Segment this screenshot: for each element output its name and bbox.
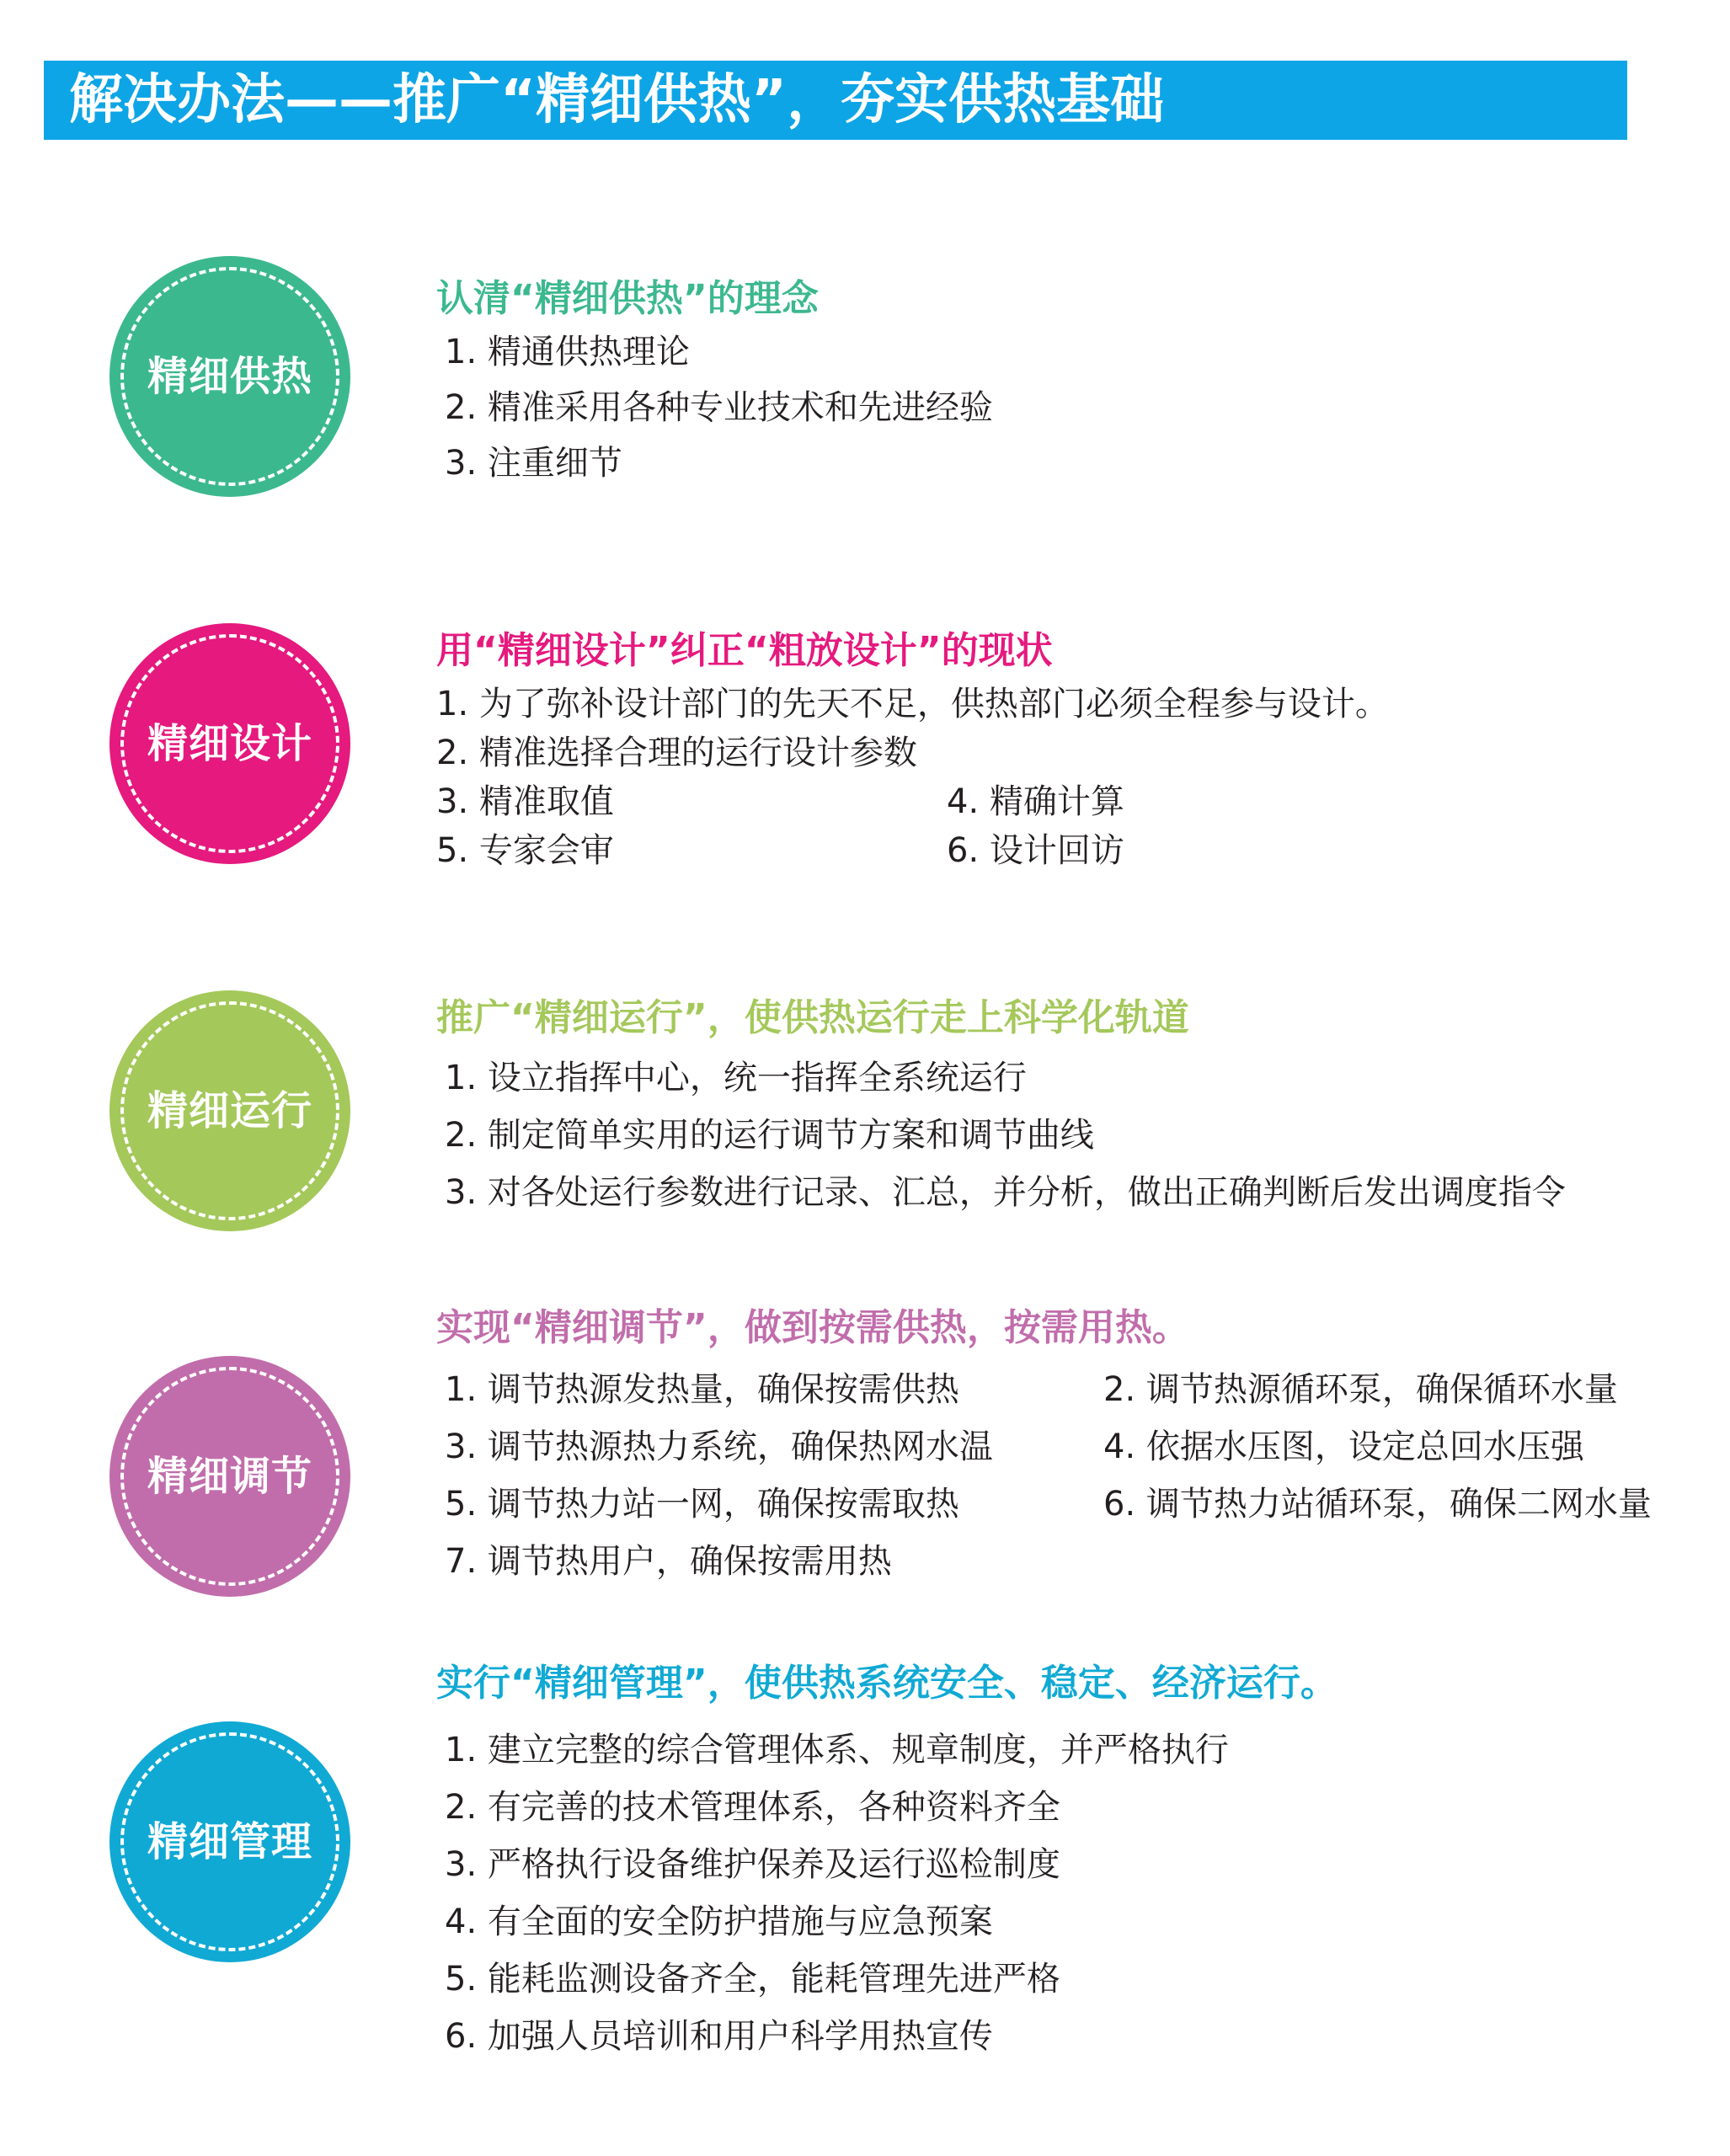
list-item: 6. 加强人员培训和用户科学用热宣传 xyxy=(445,2017,993,2056)
list-item: 2. 制定简单实用的运行调节方案和调节曲线 xyxy=(445,1116,1094,1155)
page-title: 解决办法——推广“精细供热”，夯实供热基础 xyxy=(69,69,1165,131)
list-item: 1. 为了弥补设计部门的先天不足，供热部门必须全程参与设计。 xyxy=(436,685,1389,723)
list-item: 7. 调节热用户，确保按需用热 xyxy=(445,1542,892,1581)
circle-badge xyxy=(109,1721,350,1962)
circle-label: 精细管理 xyxy=(147,1818,312,1865)
header-bar xyxy=(44,61,1627,140)
circle-badge xyxy=(109,623,350,864)
list-item: 4. 精确计算 xyxy=(947,782,1124,821)
circle-label: 精细运行 xyxy=(147,1087,312,1134)
list-item: 5. 能耗监测设备齐全，能耗管理先进严格 xyxy=(445,1960,1060,1999)
section-heading: 推广“精细运行”，使供热运行走上科学化轨道 xyxy=(436,996,1189,1039)
circle-label: 精细调节 xyxy=(147,1453,312,1500)
list-item: 5. 调节热力站一网，确保按需取热 xyxy=(445,1485,959,1524)
list-item: 2. 调节热源循环泵，确保循环水量 xyxy=(1103,1370,1618,1409)
list-item: 3. 严格执行设备维护保养及运行巡检制度 xyxy=(445,1845,1060,1884)
list-item: 5. 专家会审 xyxy=(436,831,614,870)
list-item: 2. 精准选择合理的运行设计参数 xyxy=(436,734,917,772)
list-item: 1. 设立指挥中心，统一指挥全系统运行 xyxy=(445,1059,1027,1097)
circle-badge xyxy=(109,256,350,497)
list-item: 2. 精准采用各种专业技术和先进经验 xyxy=(445,388,993,427)
list-item: 6. 调节热力站循环泵，确保二网水量 xyxy=(1103,1485,1652,1524)
section-heading: 用“精细设计”纠正“粗放设计”的现状 xyxy=(436,629,1053,672)
section-heading: 实行“精细管理”，使供热系统安全、稳定、经济运行。 xyxy=(436,1662,1338,1705)
circle-badge xyxy=(109,990,350,1231)
section-heading: 认清“精细供热”的理念 xyxy=(436,277,819,320)
list-item: 3. 对各处运行参数进行记录、汇总，并分析，做出正确判断后发出调度指令 xyxy=(445,1173,1566,1212)
list-item: 1. 调节热源发热量，确保按需供热 xyxy=(445,1370,959,1409)
list-item: 1. 建立完整的综合管理体系、规章制度，并严格执行 xyxy=(445,1731,1229,1769)
list-item: 4. 有全面的安全防护措施与应急预案 xyxy=(445,1903,993,1941)
list-item: 3. 注重细节 xyxy=(445,444,622,483)
circle-badge xyxy=(109,1356,350,1597)
list-item: 6. 设计回访 xyxy=(947,831,1124,870)
list-item: 2. 有完善的技术管理体系，各种资料齐全 xyxy=(445,1788,1060,1827)
circle-label: 精细设计 xyxy=(147,720,312,767)
section-heading: 实现“精细调节”，做到按需供热，按需用热。 xyxy=(436,1306,1189,1349)
list-item: 4. 依据水压图，设定总回水压强 xyxy=(1103,1428,1584,1466)
circle-label: 精细供热 xyxy=(147,353,312,400)
list-item: 1. 精通供热理论 xyxy=(445,333,690,371)
list-item: 3. 调节热源热力系统，确保热网水温 xyxy=(445,1428,993,1466)
list-item: 3. 精准取值 xyxy=(436,782,614,821)
